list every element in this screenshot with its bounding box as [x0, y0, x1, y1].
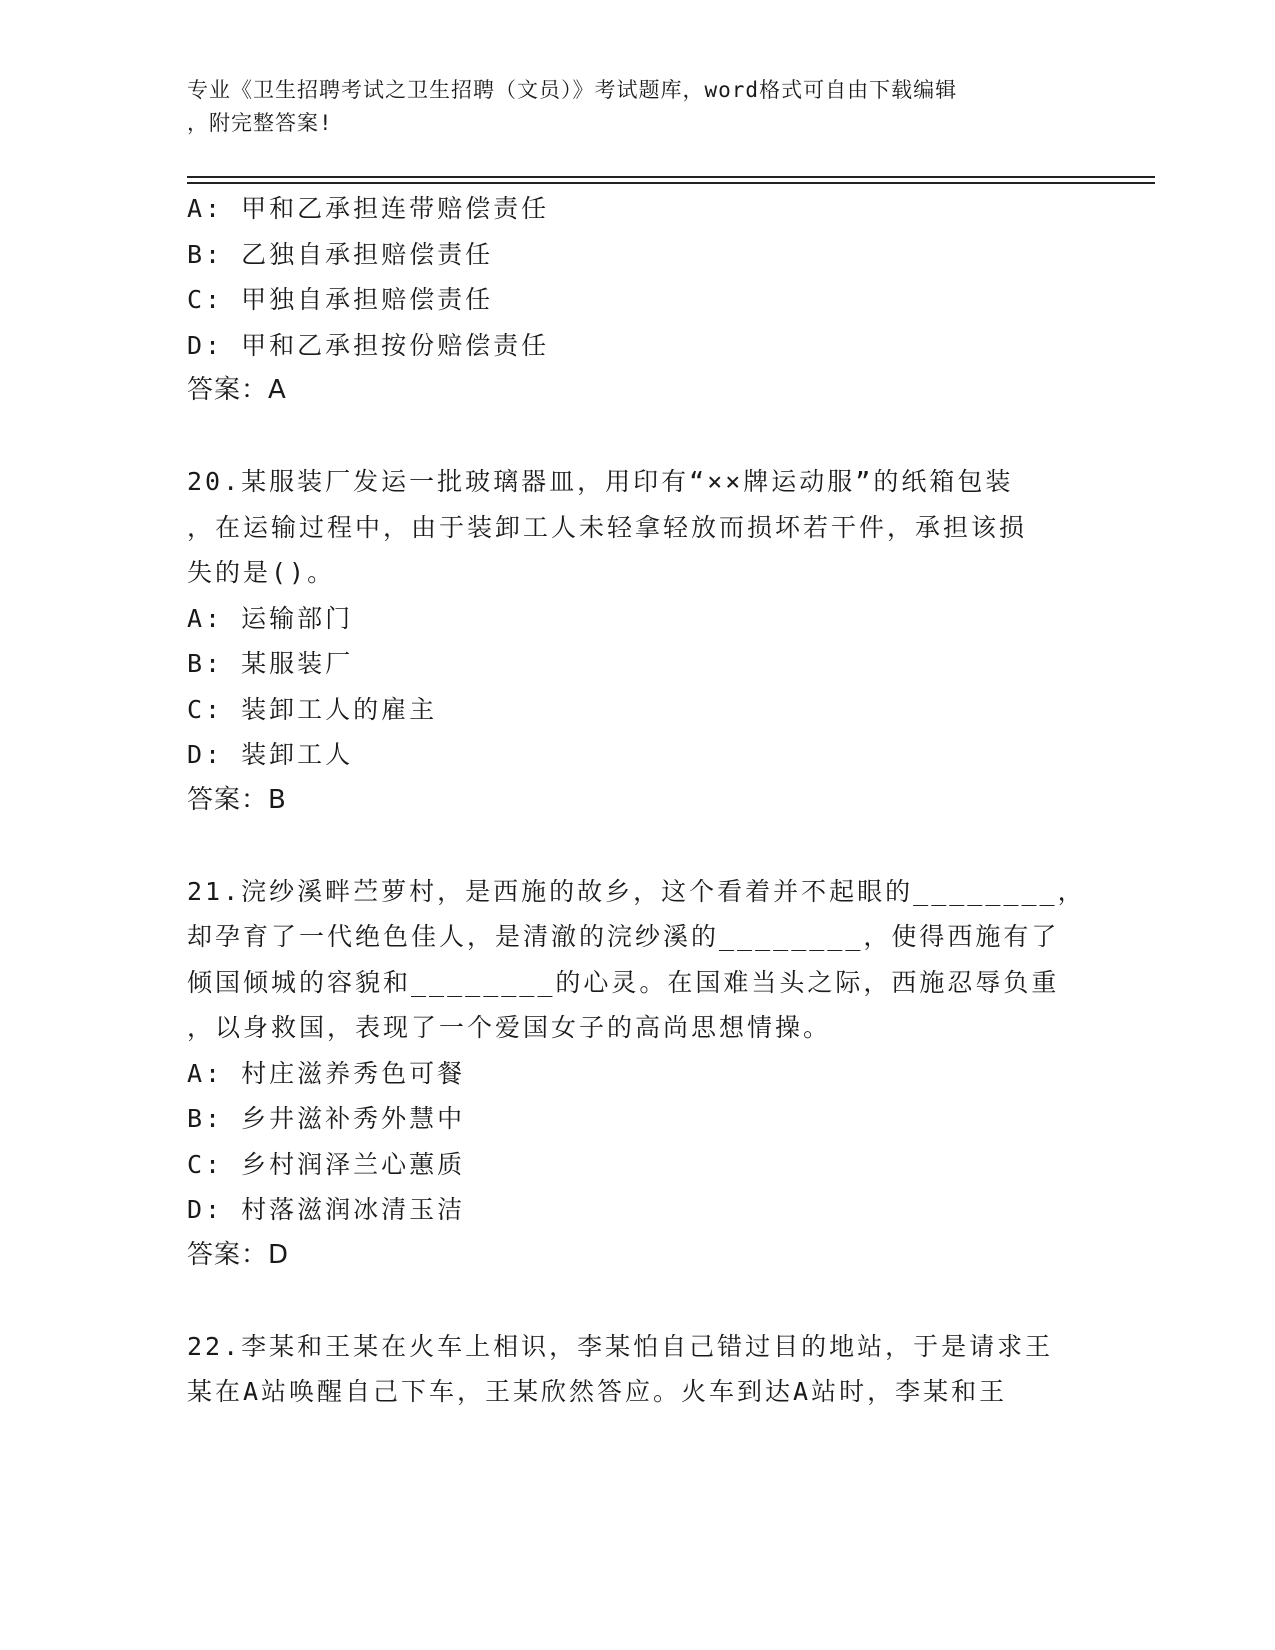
question-stem-line: 21.浣纱溪畔苎萝村，是西施的故乡，这个看着并不起眼的________，	[187, 876, 1086, 906]
option-d: D: 装卸工人	[187, 740, 354, 769]
question-stem-line: 某在A站唤醒自己下车，王某欣然答应。火车到达A站时，李某和王	[187, 1377, 1008, 1406]
spacer	[187, 1278, 1087, 1324]
question-content	[187, 186, 1087, 1415]
question-stem-line: 失的是()。	[187, 558, 336, 587]
header-rule-bottom	[187, 182, 1155, 184]
answer-line: 答案：B	[187, 784, 287, 815]
question-stem-line: 22.李某和王某在火车上相识，李某怕自己错过目的地站，于是请求王	[187, 1331, 1054, 1361]
option-c: C: 装卸工人的雇主	[187, 694, 438, 724]
option-b: B: 乡井滋补秀外慧中	[187, 1104, 466, 1133]
option-b: B: 乙独自承担赔偿责任	[187, 239, 494, 269]
spacer	[187, 823, 1087, 869]
option-a: A: 甲和乙承担连带赔偿责任	[187, 194, 550, 223]
option-a: A: 运输部门	[187, 603, 354, 633]
page-header	[187, 74, 1087, 140]
question-20	[187, 459, 1087, 823]
option-c: C: 乡村润泽兰心蕙质	[187, 1149, 466, 1179]
answer-line: 答案：A	[187, 375, 287, 405]
question-21	[187, 869, 1087, 1279]
option-d: D: 甲和乙承担按份赔偿责任	[187, 330, 550, 360]
answer-line: 答案：D	[187, 1239, 290, 1270]
question-stem-line: 20.某服装厂发运一批玻璃器皿，用印有“××牌运动服”的纸箱包装	[187, 467, 1014, 496]
question-stem-line: 倾国倾城的容貌和________的心灵。在国难当头之际，西施忍辱负重	[187, 967, 1060, 997]
question-22	[187, 1324, 1087, 1415]
question-19	[187, 186, 1087, 414]
spacer	[187, 414, 1087, 460]
option-d: D: 村落滋润冰清玉洁	[187, 1195, 466, 1224]
question-stem-line: ，以身救国，表现了一个爱国女子的高尚思想情操。	[187, 1013, 832, 1042]
option-c: C: 甲独自承担赔偿责任	[187, 285, 494, 314]
header-line-1: 专业《卫生招聘考试之卫生招聘（文员）》考试题库，word格式可自由下载编辑	[187, 78, 958, 102]
header-rule-top	[187, 176, 1155, 178]
question-stem-line: 却孕育了一代绝色佳人，是清澈的浣纱溪的________，使得西施有了	[187, 922, 1060, 951]
question-stem-line: ，在运输过程中，由于装卸工人未轻拿轻放而损坏若干件，承担该损	[187, 512, 1028, 542]
header-line-2: ，附完整答案!	[187, 111, 333, 135]
option-a: A: 村庄滋养秀色可餐	[187, 1058, 466, 1088]
option-b: B: 某服装厂	[187, 649, 354, 678]
